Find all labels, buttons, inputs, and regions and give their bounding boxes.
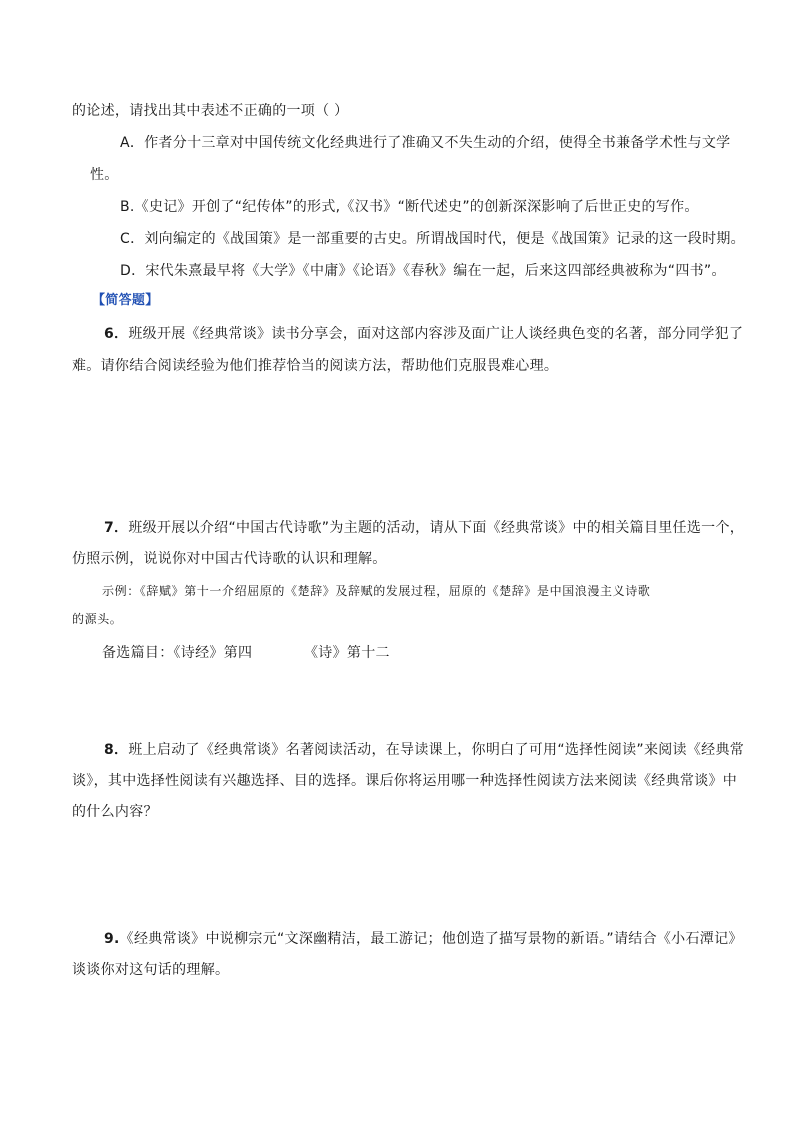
q7-example-line1: 示例：《辞赋》第十一介绍屈原的《楚辞》及辞赋的发展过程，屈原的《楚辞》是中国浪漫主义诗歌 — [102, 584, 651, 598]
q9-text: 《经典常谈》中说柳宗元“文深幽精洁，最工游记；他创造了描写景物的新语。”请结合《小石潭记》 — [119, 931, 743, 947]
q5-option-a-cont: 性。 — [90, 167, 119, 183]
q5-option-b: B.《史记》开创了“纪传体”的形式,《汉书》“断代述史”的创新深深影响了后世正史的写作。 — [120, 199, 699, 215]
q7-options-second: 《诗》第十二 — [304, 645, 390, 661]
q7-text: 班级开展以介绍“中国古代诗歌”为主题的活动，请从下面《经典常谈》中的相关篇目里任选一个， — [128, 520, 745, 536]
q9-number: 9. — [104, 931, 120, 947]
q5-option-a: A．作者分十三章对中国传统文化经典进行了准确又不失生动的介绍，使得全书兼备学术性与文学 — [120, 135, 731, 151]
q5-option-d: D．宋代朱熹最早将《大学》《中庸》《论语》《春秋》编在一起，后来这四部经典被称为“四书”。 — [120, 263, 726, 279]
q8-line3: 的什么内容？ — [72, 804, 158, 820]
q8-number: 8． — [104, 742, 129, 758]
q7-number: 7． — [104, 520, 129, 536]
q6-text: 班级开展《经典常谈》读书分享会，面对这部内容涉及面广让人谈经典色变的名著，部分同学犯了 — [128, 326, 744, 342]
q6-line1 — [104, 324, 743, 344]
q9-line1 — [104, 929, 743, 949]
q5-stem-tail: 的论述，请找出其中表述不正确的一项（ ） — [72, 103, 349, 119]
q7-options-first: 备选篇目：《诗经》第四 — [102, 645, 253, 661]
q8-line1 — [104, 740, 744, 760]
q7-example-line2: 的源头。 — [72, 612, 123, 626]
q7-line1 — [104, 518, 744, 538]
q8-line2: 谈》，其中选择性阅读有兴趣选择、目的选择。课后你将运用哪一种选择性阅读方法来阅读《经典常谈》中 — [72, 773, 738, 789]
q6-line2: 难。请你结合阅读经验为他们推荐恰当的阅读方法，帮助他们克服畏难心理。 — [72, 358, 559, 374]
q9-line2: 谈谈你对这句话的理解。 — [72, 962, 230, 978]
q6-number: 6． — [104, 326, 129, 342]
q5-option-c: C．刘向编定的《战国策》是一部重要的古史。所谓战国时代，便是《战国策》记录的这一段时期。 — [120, 231, 745, 247]
q8-text: 班上启动了《经典常谈》名著阅读活动，在导读课上，你明白了可用“选择性阅读”来阅读《经典常 — [128, 742, 745, 758]
q7-line2: 仿照示例，说说你对中国古代诗歌的认识和理解。 — [72, 551, 387, 567]
section-heading-short-answer: 【简答题】 — [92, 293, 159, 308]
